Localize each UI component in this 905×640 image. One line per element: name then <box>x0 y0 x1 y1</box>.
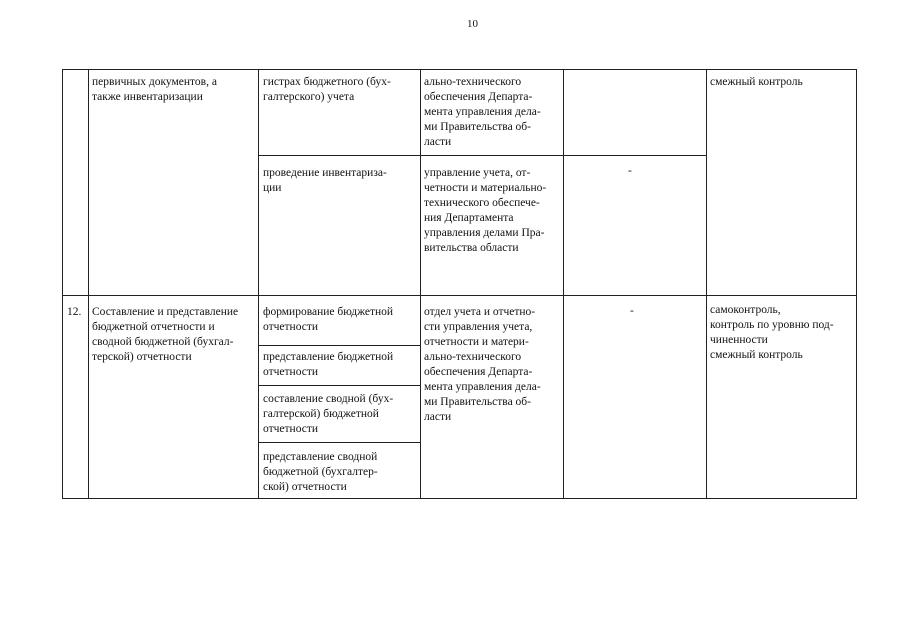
action-cell: составление сводной (бух- галтерской) бюджетной отчетности <box>263 393 394 435</box>
page-number: 10 <box>467 18 478 30</box>
executor-cell: ально-технического обеспечения Департа- мента управления дела- ми Правительства об- ласти <box>424 76 541 148</box>
process-name-cell: Составление и представление бюджетной отчетности и сводной бюджетной (бухгал- терской) отчетности <box>92 306 239 363</box>
table-right-border <box>856 69 857 499</box>
table-top-border <box>62 69 857 70</box>
table-bottom-border <box>62 498 857 499</box>
column-divider <box>88 69 89 499</box>
row-divider <box>258 442 420 443</box>
action-cell: представление бюджетной отчетности <box>263 351 394 378</box>
process-name-cell: первичных документов, а также инвентаризации <box>92 76 217 103</box>
column-divider <box>258 69 259 499</box>
action-cell: проведение инвентариза- ции <box>263 167 387 194</box>
row-number: 12. <box>67 306 82 318</box>
executor-cell: управление учета, от- четности и материально- технического обеспече- ния Департамента управления делами Пра- вительства области <box>424 167 547 254</box>
action-cell: представление сводной бюджетной (бухгалтер- ской) отчетности <box>263 451 378 493</box>
executor-cell: отдел учета и отчетно- сти управления учета, отчетности и матери- ально-технического обеспечения Департа- мента управления дела- ми Правительства об- ласти <box>424 306 541 423</box>
action-cell: формирование бюджетной отчетности <box>263 306 394 333</box>
column-divider <box>420 69 421 499</box>
column-divider <box>563 69 564 499</box>
table-left-border <box>62 69 63 499</box>
column-divider <box>706 69 707 499</box>
control-cell: смежный контроль <box>710 76 803 88</box>
action-cell: гистрах бюджетного (бух- галтерского) учета <box>263 76 391 103</box>
control-cell: самоконтроль, контроль по уровню под- чиненности смежный контроль <box>710 304 834 361</box>
row-divider <box>258 155 706 156</box>
period-cell: - <box>628 165 632 177</box>
row-divider <box>258 385 420 386</box>
row-divider <box>62 295 857 296</box>
row-divider <box>258 345 420 346</box>
period-cell: - <box>630 305 634 317</box>
